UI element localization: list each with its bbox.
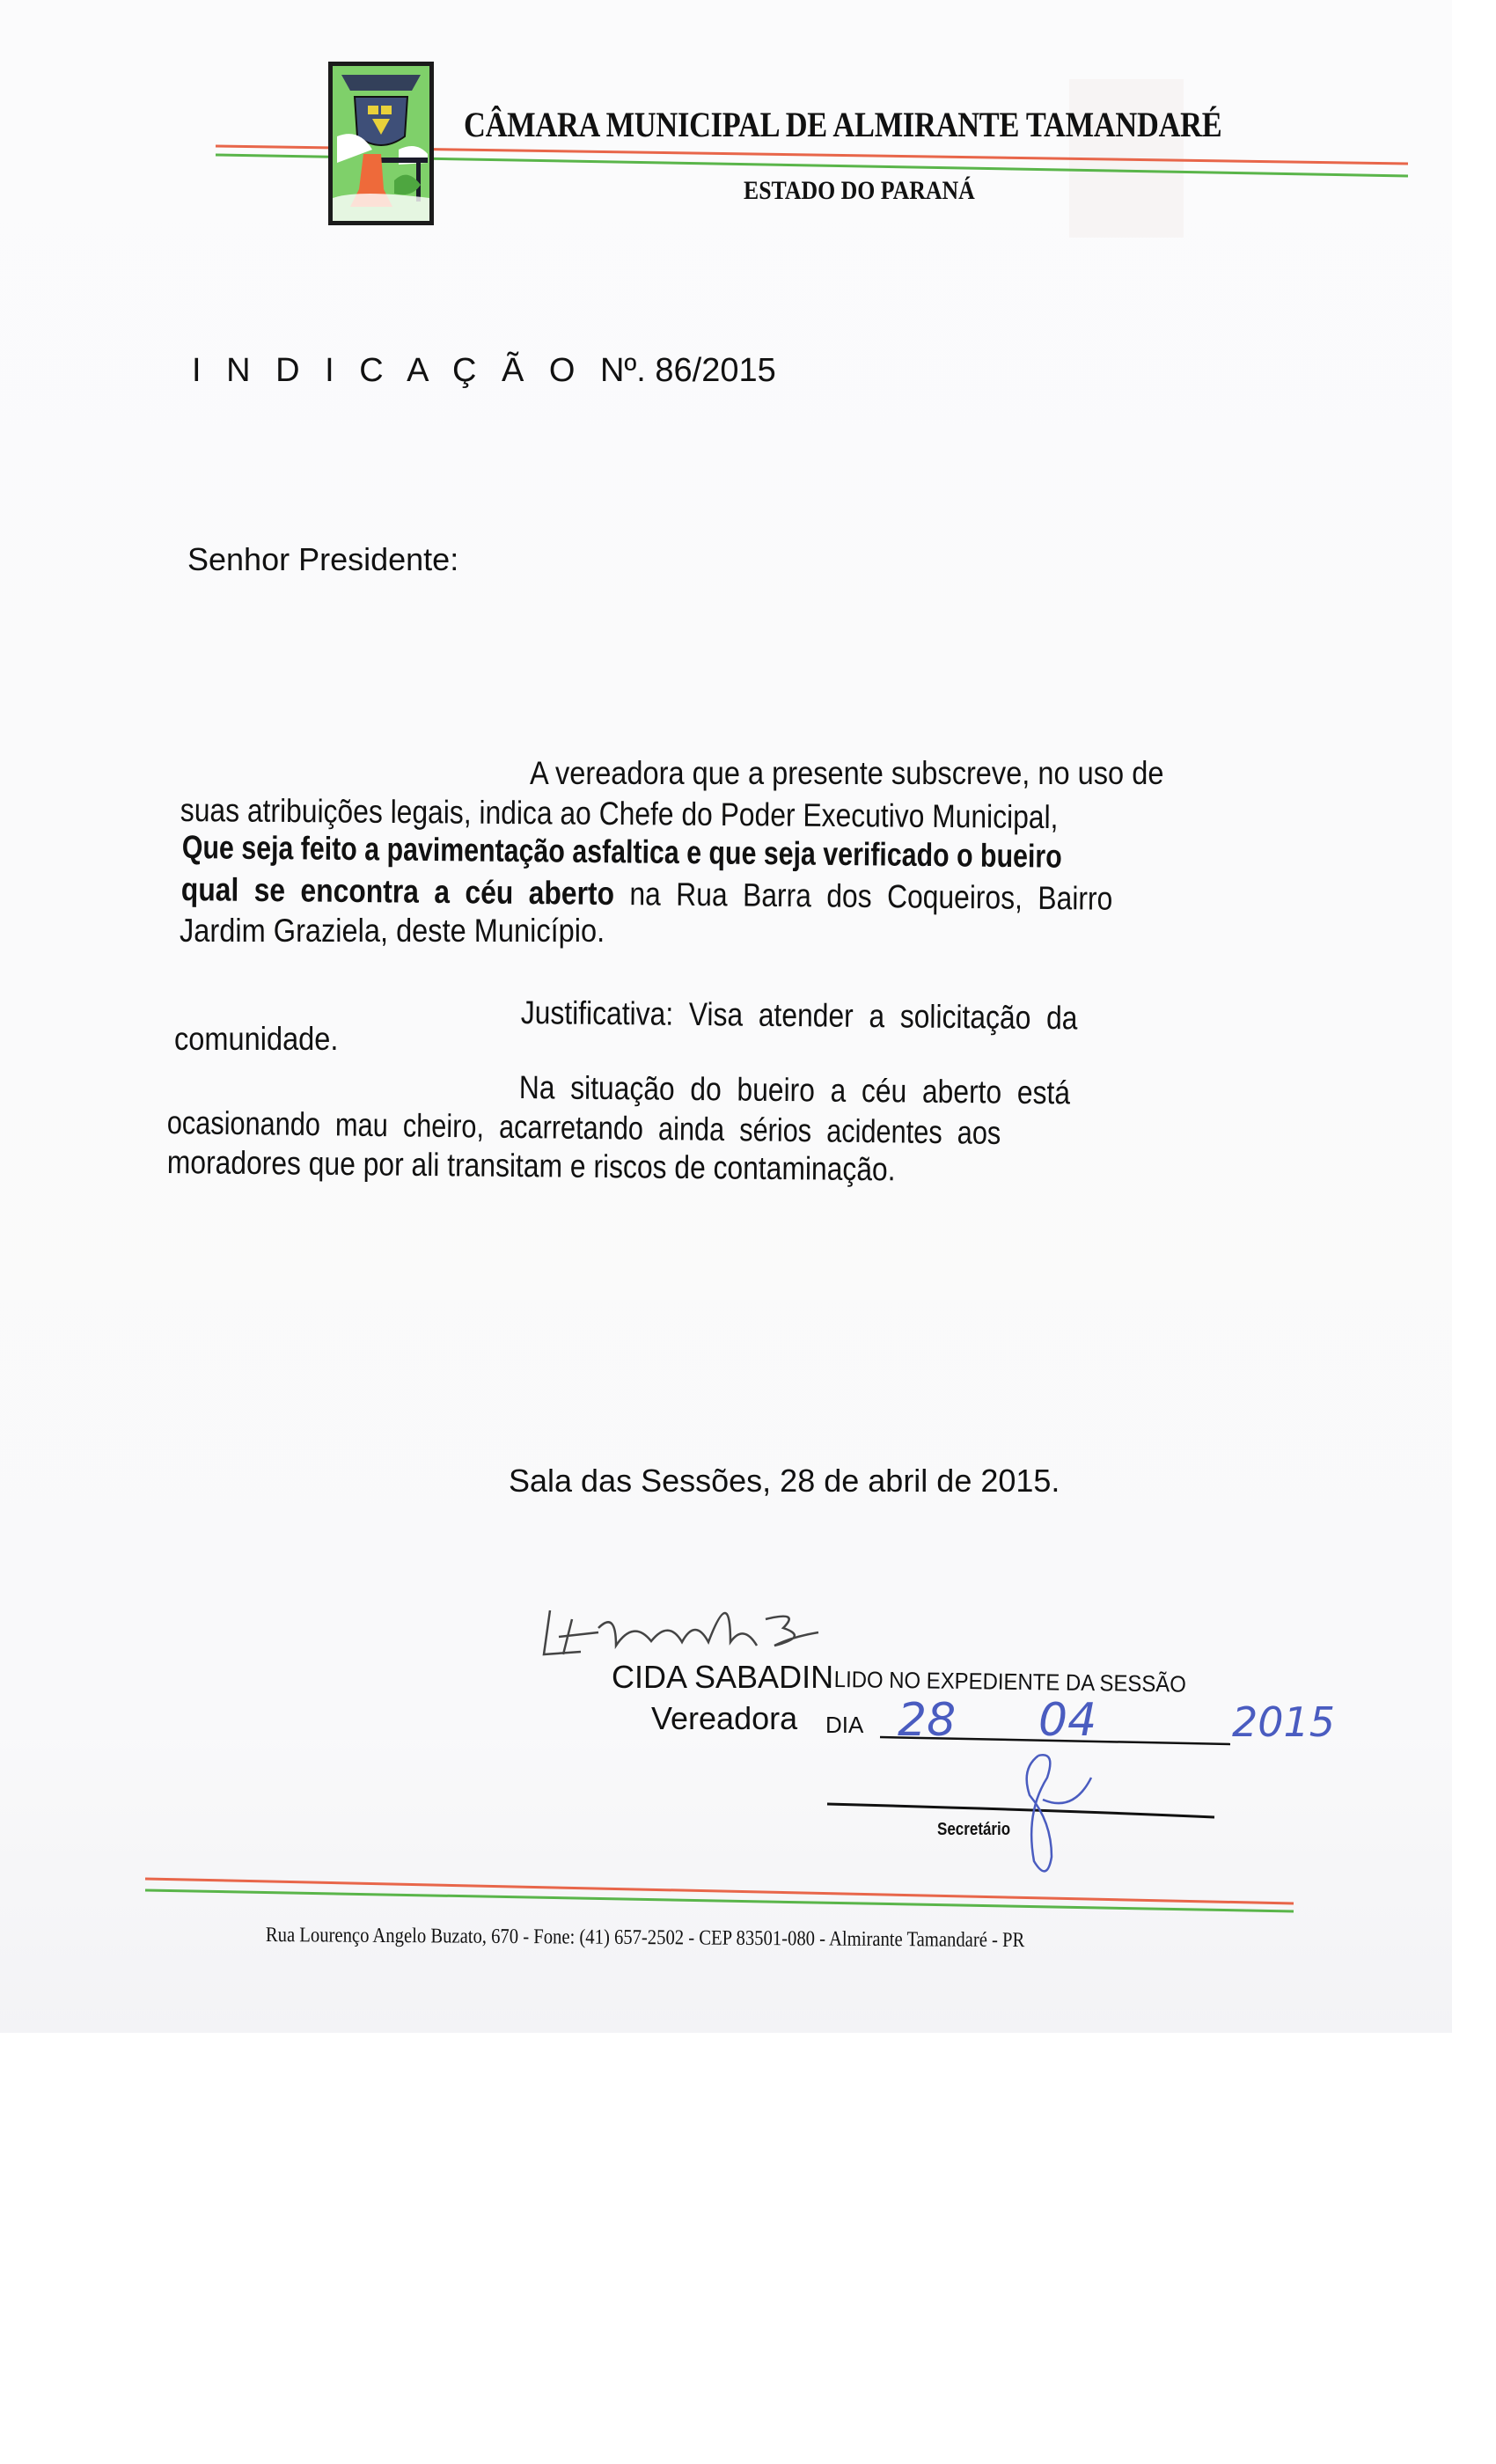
footer-address: Rua Lourenço Angelo Buzato, 670 - Fone: (41) 657-2502 - CEP 83501-080 - Almirante Tamandaré - PR: [265, 1924, 1025, 1953]
document-number: Nº. 86/2015: [599, 352, 776, 389]
paragraph3-line3: moradores que por ali transitam e riscos de contaminação.: [166, 1144, 896, 1188]
paragraph3-line1: Na situação do bueiro a céu aberto está: [518, 1069, 1071, 1111]
paragraph1-line4-bold: qual se encontra a céu aberto: [180, 871, 615, 912]
paragraph1-line1: A vereadora que a presente subscreve, no uso de: [530, 755, 1164, 791]
institution-name: CÂMARA MUNICIPAL DE ALMIRANTE TAMANDARÉ: [464, 105, 1222, 144]
stamp-year-handwritten: 2015: [1232, 1698, 1336, 1746]
councilor-role: Vereadora: [651, 1700, 798, 1736]
salutation: Senhor Presidente:: [187, 541, 459, 577]
state-name: ESTADO DO PARANÁ: [744, 176, 975, 205]
stamp-day-label: DIA: [825, 1712, 864, 1738]
paragraph1-line5: Jardim Graziela, deste Município.: [180, 913, 605, 949]
justification-line1: Justificativa: Visa atender a solicitação da: [520, 994, 1078, 1037]
paragraph3-line2: ocasionando mau cheiro, acarretando ainda sérios acidentes aos: [166, 1104, 1001, 1151]
stamp-header: LIDO NO EXPEDIENTE DA SESSÃO: [833, 1666, 1187, 1698]
justification-line2: comunidade.: [174, 1021, 339, 1057]
paragraph1-line3: Que seja feito a pavimentação asfaltica e que seja verificado o bueiro: [181, 829, 1062, 875]
place-and-date: Sala das Sessões, 28 de abril de 2015.: [509, 1463, 1060, 1499]
stamp-month-handwritten: 04: [1038, 1694, 1097, 1747]
councilor-name: CIDA SABADIN: [612, 1659, 834, 1695]
bleed-through-shadow: [1069, 79, 1184, 238]
paragraph1-line4-normal: na Rua Barra dos Coqueiros, Bairro: [613, 875, 1113, 917]
stamp-day-handwritten: 28: [898, 1694, 957, 1747]
document-title-label: I N D I C A Ç Ã O: [192, 352, 583, 389]
paragraph1-line2: suas atribuições legais, indica ao Chefe do Poder Executivo Municipal,: [180, 792, 1059, 836]
secretary-label: Secretário: [937, 1820, 1011, 1839]
municipal-coat-of-arms-icon: [328, 62, 434, 225]
document-title: [192, 352, 776, 390]
